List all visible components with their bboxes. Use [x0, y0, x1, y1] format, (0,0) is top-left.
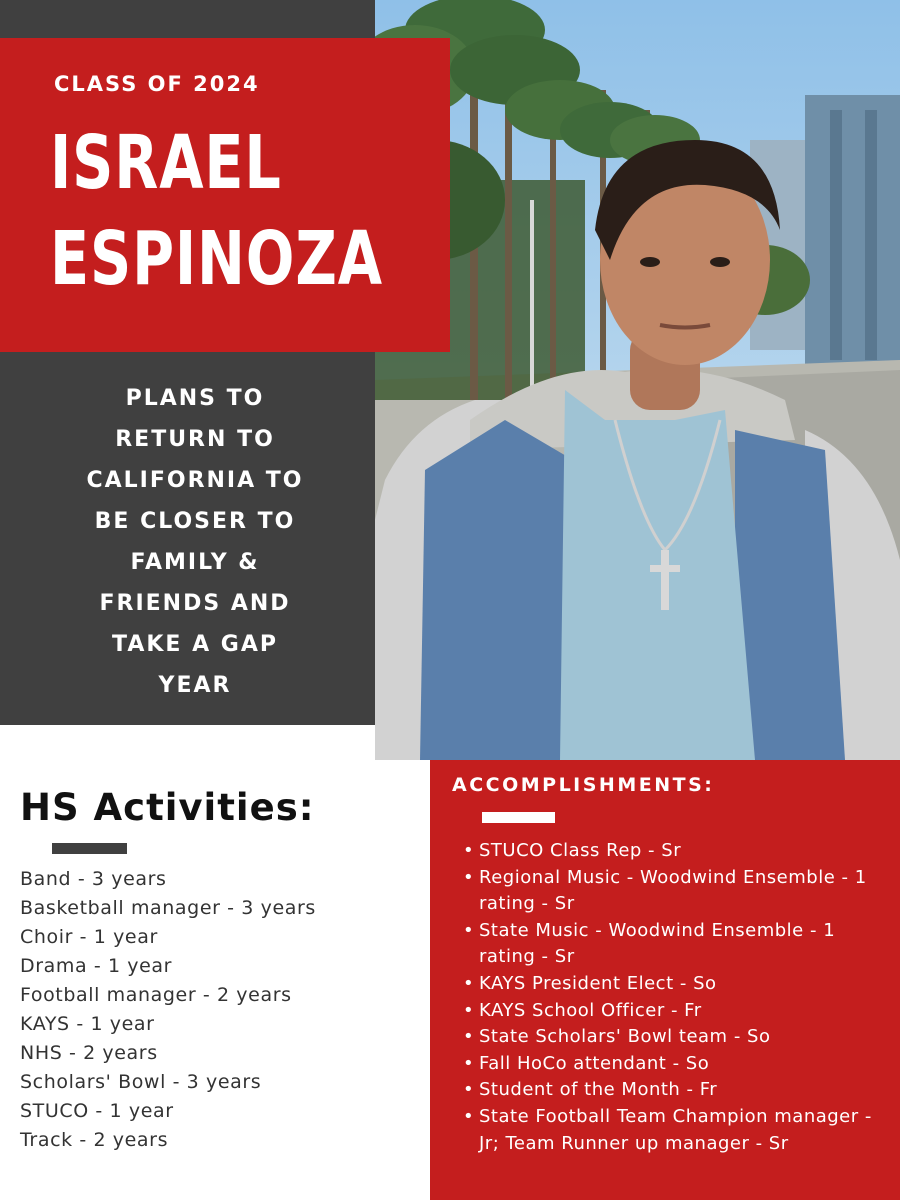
activities-list — [20, 865, 316, 1155]
accomplishment-item: • Regional Music - Woodwind Ensemble - 1 rating - Sr — [463, 865, 893, 918]
plans-line: CALIFORNIA TO — [86, 468, 304, 493]
activity-item: NHS - 2 years — [20, 1042, 158, 1064]
accomplishment-item: • State Music - Woodwind Ensemble - 1 rating - Sr — [463, 918, 893, 971]
last-name: ESPINOZA — [50, 216, 383, 302]
plans-line: FRIENDS AND — [99, 591, 291, 616]
accomplishments-heading: ACCOMPLISHMENTS: — [452, 774, 715, 796]
accomplishment-item: • KAYS School Officer - Fr — [463, 998, 893, 1025]
activity-item: KAYS - 1 year — [20, 1013, 155, 1035]
activity-item: Track - 2 years — [20, 1129, 169, 1151]
activities-divider — [52, 843, 127, 854]
accomplishment-item: • Fall HoCo attendant - So — [463, 1051, 893, 1078]
first-name: ISRAEL — [50, 120, 282, 206]
plans-line: RETURN TO — [115, 427, 275, 452]
plans-line: PLANS TO — [125, 386, 265, 411]
activity-item: Scholars' Bowl - 3 years — [20, 1071, 262, 1093]
activity-item: Choir - 1 year — [20, 926, 158, 948]
student-photo — [375, 0, 900, 760]
accomplishment-item: • State Football Team Champion manager - Jr; Team Runner up manager - Sr — [463, 1104, 893, 1157]
activity-item: Drama - 1 year — [20, 955, 173, 977]
accomplishments-divider — [482, 812, 555, 823]
plans-line: TAKE A GAP — [112, 632, 278, 657]
plans-line: YEAR — [158, 673, 232, 698]
activities-heading: HS Activities: — [20, 786, 315, 829]
future-plans — [55, 378, 335, 706]
plans-line: FAMILY & — [130, 550, 260, 575]
accomplishment-item: • Student of the Month - Fr — [463, 1077, 893, 1104]
class-year-label: CLASS OF 2024 — [54, 72, 260, 96]
accomplishment-item: • KAYS President Elect - So — [463, 971, 893, 998]
accomplishments-list — [463, 838, 893, 1157]
activity-item: STUCO - 1 year — [20, 1100, 174, 1122]
plans-line: BE CLOSER TO — [94, 509, 296, 534]
accomplishment-item: • State Scholars' Bowl team - So — [463, 1024, 893, 1051]
activity-item: Basketball manager - 3 years — [20, 897, 316, 919]
activity-item: Band - 3 years — [20, 868, 167, 890]
accomplishment-item: • STUCO Class Rep - Sr — [463, 838, 893, 865]
activity-item: Football manager - 2 years — [20, 984, 292, 1006]
